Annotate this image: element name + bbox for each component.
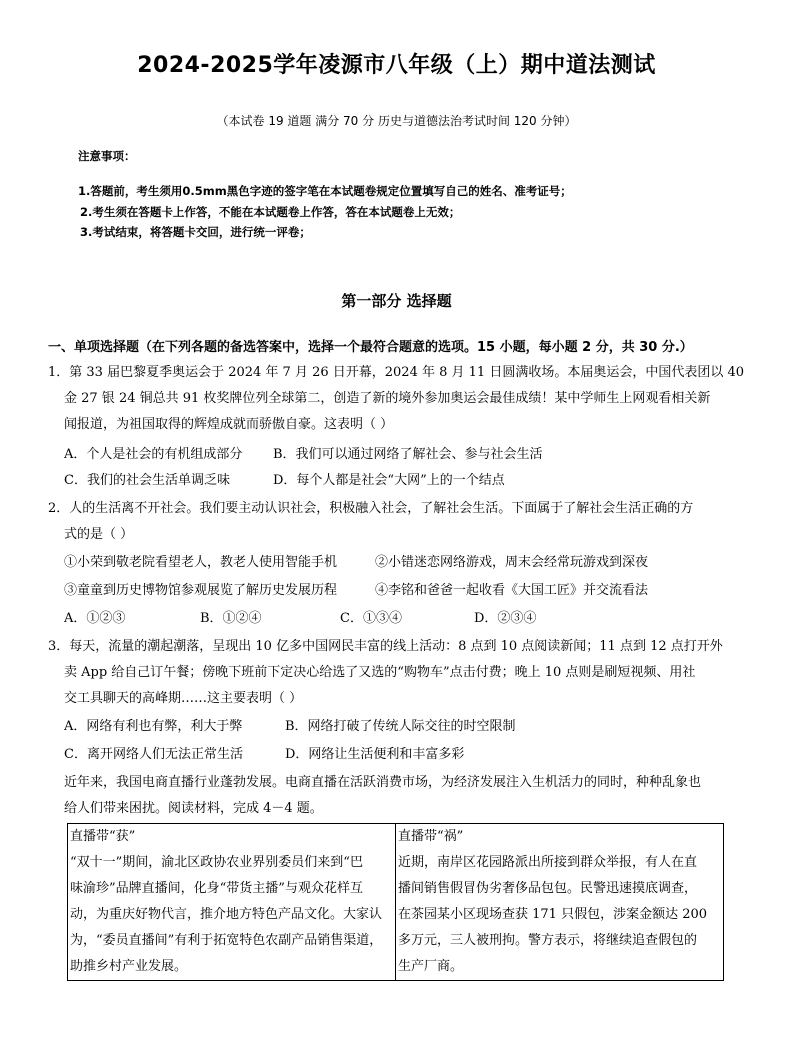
material-table (67, 823, 724, 981)
right-cell-line: 生产厂商。 (398, 959, 464, 974)
q2-statement: ③童童到历史博物馆参观展览了解历史发展历程 (64, 583, 338, 598)
question-1-line: 金 27 银 24 铜总共 91 枚奖牌位列全球第二，创造了新的境外参加奥运会最佳成绩！某中学师生上网观看相关新 (64, 391, 711, 406)
q2-statement: ①小荣到敬老院看望老人，教老人使用智能手机 (64, 555, 338, 570)
q1-option-d[interactable]: D．每个人都是社会“大网”上的一个结点 (273, 473, 505, 488)
material-left-cell (68, 824, 396, 981)
q2-option-a[interactable]: A．①②③ (64, 611, 126, 626)
question-3-line: 交工具聊天的高峰期……这主要表明（ ） (64, 691, 303, 706)
left-cell-line: 助推乡村产业发展。 (70, 959, 188, 974)
left-cell-heading: 直播带“获” (70, 829, 136, 844)
material-right-cell (396, 824, 724, 981)
q3-option-d[interactable]: D．网络让生活便利和丰富多彩 (285, 747, 465, 762)
question-3-line: 卖 App 给自己订午餐；傍晚下班前下定决心给选了又选的“购物车”点击付费；晚上 10 点则是刷短视频、用社 (64, 665, 696, 680)
q2-statement: ④李铭和爸爸一起收看《大国工匠》并交流看法 (375, 583, 649, 598)
question-3-line: 3．每天，流量的潮起潮落，呈现出 10 亿多中国网民丰富的线上活动：8 点到 10 点阅读新闻；11 点到 12 点打开外 (48, 639, 723, 654)
material-intro: 给人们带来困扰。阅读材料，完成 4－4 题。 (64, 801, 323, 816)
material-intro: 近年来，我国电商直播行业蓬勃发展。电商直播在活跃消费市场，为经济发展注入生机活力的同时，种种乱象也 (64, 775, 702, 790)
notice-heading: 注意事项： (78, 149, 136, 163)
left-cell-line: 为，“委员直播间”有利于拓宽特色农副产品销售渠道， (70, 933, 383, 948)
q1-option-c[interactable]: C．我们的社会生活单调乏味 (64, 473, 230, 488)
q2-option-c[interactable]: C．①③④ (340, 611, 402, 626)
notice-item: 3.考试结束，将答题卡交回，进行统一评卷； (80, 225, 311, 239)
right-cell-line: 播间销售假冒伪劣奢侈品包包。民警迅速摸底调查， (398, 881, 698, 896)
q2-option-d[interactable]: D．②③④ (474, 611, 537, 626)
question-2-line: 式的是（ ） (64, 527, 134, 542)
q2-option-b[interactable]: B．①②④ (200, 611, 262, 626)
exam-title: 2024-2025学年凌源市八年级（上）期中道法测试 (137, 53, 656, 78)
q3-option-b[interactable]: B．网络打破了传统人际交往的时空限制 (285, 719, 516, 734)
section-title: 一、单项选择题（在下列各题的备选答案中，选择一个最符合题意的选项。15 小题，每小题 2 分，共 30 分.） (48, 340, 693, 355)
q1-option-a[interactable]: A．个人是社会的有机组成部分 (64, 447, 243, 462)
left-cell-line: 味渝珍”品牌直播间，化身“带货主播”与观众花样互 (70, 881, 363, 896)
question-2-line: 2．人的生活离不开社会。我们要主动认识社会，积极融入社会，了解社会生活。下面属于了解社会生活正确的方 (48, 501, 694, 516)
notice-item: 2.考生须在答题卡上作答，不能在本试题卷上作答，答在本试题卷上无效； (80, 205, 461, 219)
notice-item: 1.答题前，考生须用0.5mm黑色字迹的签字笔在本试题卷规定位置填写自己的姓名、准考证号； (78, 184, 572, 198)
right-cell-line: 近期，南岸区花园路派出所接到群众举报，有人在直 (398, 855, 698, 870)
q3-option-c[interactable]: C．离开网络人们无法正常生活 (64, 747, 243, 762)
right-cell-line: 多万元，三人被刑拘。警方表示，将继续追查假包的 (398, 933, 698, 948)
left-cell-line: “双十一”期间，渝北区政协农业界别委员们来到“巴 (70, 855, 363, 870)
q1-option-b[interactable]: B．我们可以通过网络了解社会、参与社会生活 (273, 447, 543, 462)
right-cell-line: 在茶园某小区现场查获 171 只假包，涉案金额达 200 (398, 907, 708, 922)
question-1-line: 1．第 33 届巴黎夏季奥运会于 2024 年 7 月 26 日开幕，2024 年 8 月 11 日圆满收场。本届奥运会，中国代表团以 40 (48, 365, 745, 380)
question-1-line: 闻报道，为祖国取得的辉煌成就而骄傲自豪。这表明（ ） (64, 417, 394, 432)
q3-option-a[interactable]: A．网络有利也有弊，利大于弊 (64, 719, 243, 734)
q2-statement: ②小错迷恋网络游戏，周末会经常玩游戏到深夜 (375, 555, 649, 570)
left-cell-line: 动，为重庆好物代言，推介地方特色产品文化。大家认 (70, 907, 383, 922)
right-cell-heading: 直播带“祸” (398, 829, 464, 844)
part-title: 第一部分 选择题 (341, 292, 452, 310)
exam-subtitle: （本试卷 19 道题 满分 70 分 历史与道德法治考试时间 120 分钟） (216, 114, 577, 128)
